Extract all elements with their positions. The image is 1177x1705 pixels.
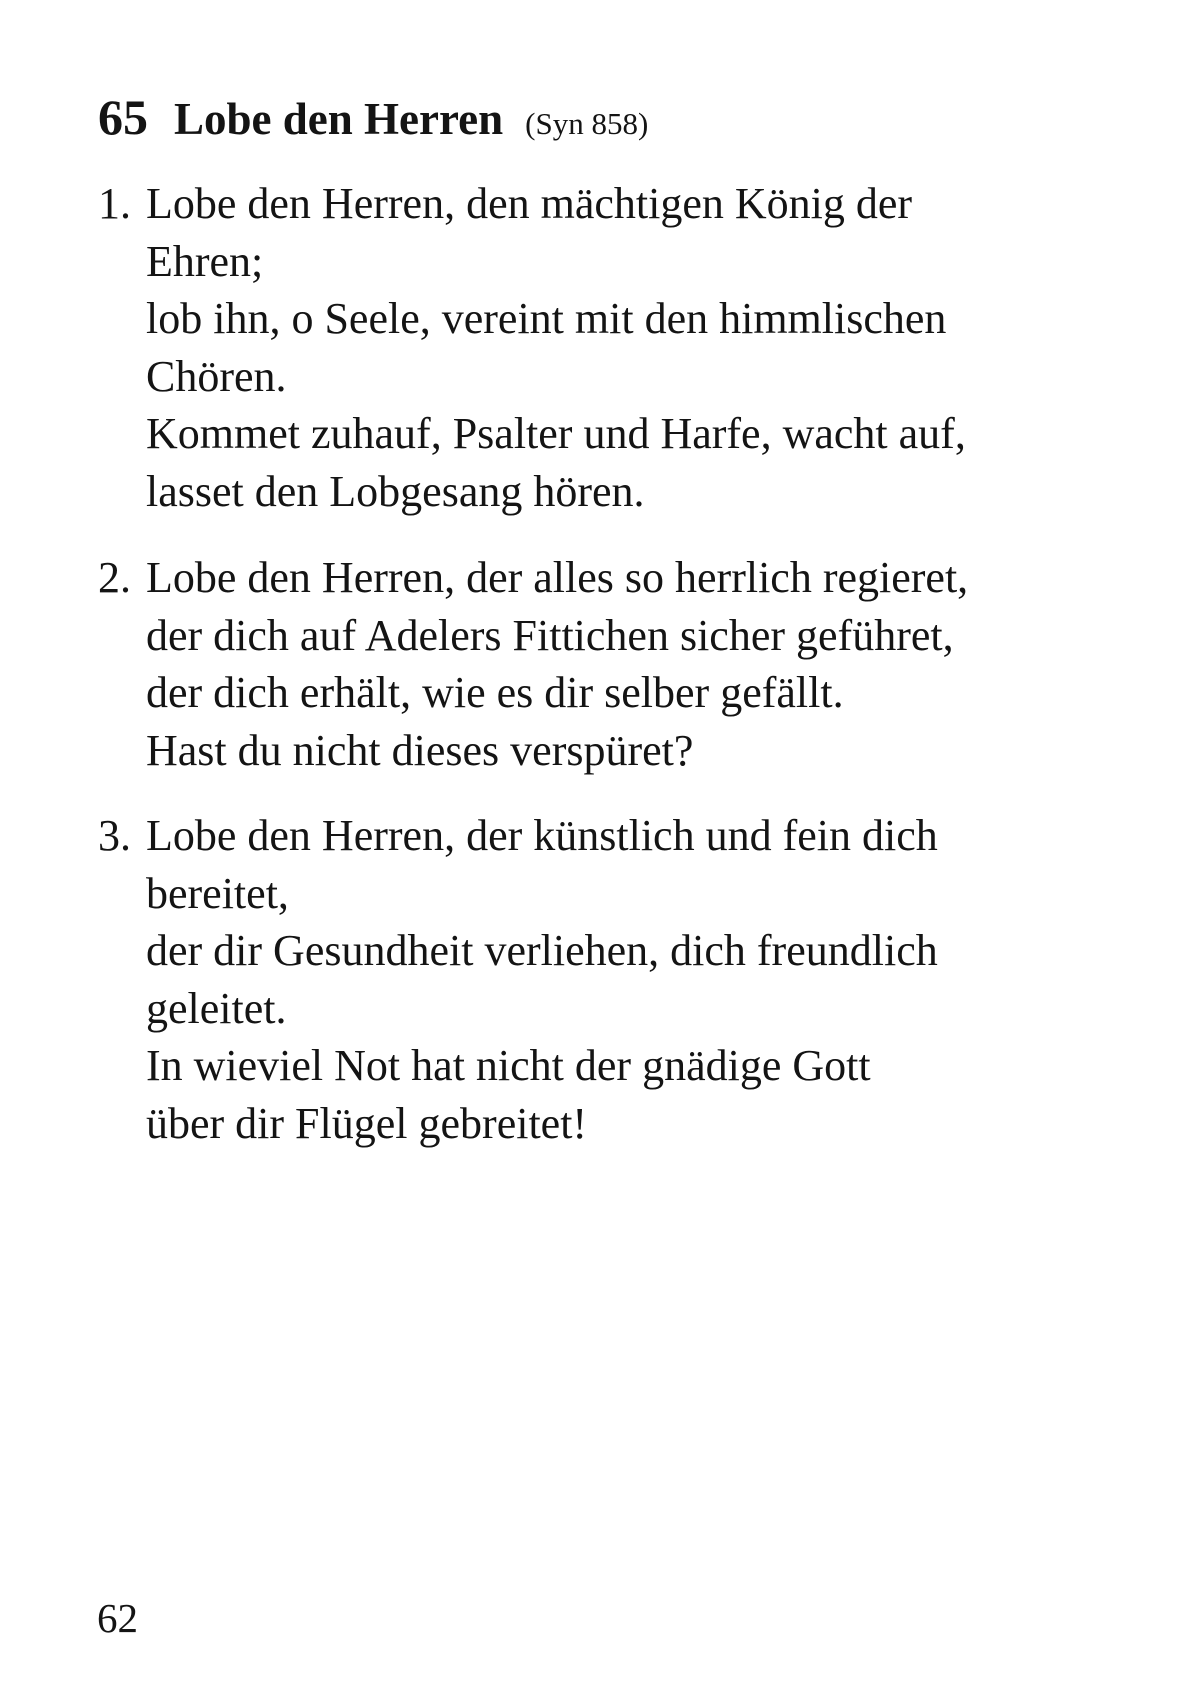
verse-lines xyxy=(146,175,1098,520)
verse-line: Lobe den Herren, den mächtigen König der xyxy=(146,179,913,228)
verse-line: Chören. xyxy=(146,351,287,401)
verse-line: Lobe den Herren, der alles so herrlich regieret, xyxy=(146,553,969,602)
verse-line: bereitet, xyxy=(146,868,289,918)
verse-line: lob ihn, o Seele, vereint mit den himmlischen xyxy=(146,294,947,343)
verse-line: lasset den Lobgesang hören. xyxy=(146,466,645,516)
verse-line: In wieviel Not hat nicht der gnädige Gott xyxy=(146,1041,871,1090)
verse-lines xyxy=(146,549,1098,779)
hymn-number: 65 xyxy=(98,89,148,145)
verse-line: der dich auf Adelers Fittichen sicher geführet, xyxy=(146,610,954,660)
verse-1 xyxy=(98,175,1098,520)
verse-line: der dir Gesundheit verliehen, dich freundlich xyxy=(146,926,938,975)
verse-line: der dich erhält, wie es dir selber gefällt. xyxy=(146,668,844,717)
verse-3 xyxy=(98,807,1098,1152)
verse-line: Ehren; xyxy=(146,236,264,286)
verse-2 xyxy=(98,549,1098,779)
verse-number: 1. xyxy=(98,179,131,228)
verse-number: 2. xyxy=(98,553,131,602)
verse-lines xyxy=(146,807,1098,1152)
verse-line: Lobe den Herren, der künstlich und fein dich xyxy=(146,811,938,860)
verse-number: 3. xyxy=(98,811,131,860)
verse-line: Kommet zuhauf, Psalter und Harfe, wacht auf, xyxy=(146,409,966,458)
verse-line: über dir Flügel gebreitet! xyxy=(146,1098,588,1148)
hymn-reference: (Syn 858) xyxy=(525,106,649,141)
hymn-title: Lobe den Herren xyxy=(174,94,504,144)
verse-line: Hast du nicht dieses verspüret? xyxy=(146,725,694,775)
verse-line: geleitet. xyxy=(146,983,287,1033)
hymn-heading xyxy=(98,89,649,145)
page-number: 62 xyxy=(97,1595,138,1641)
